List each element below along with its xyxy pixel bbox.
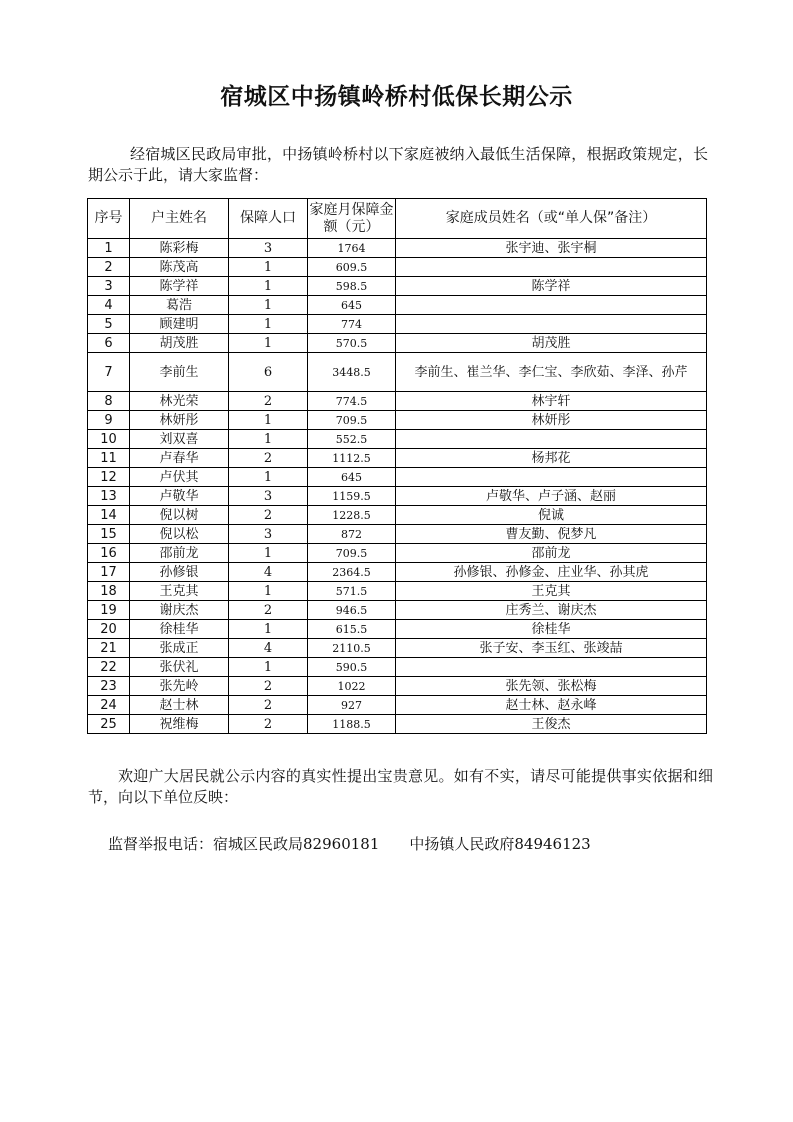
cell-covered-people: 3 xyxy=(229,525,308,544)
cell-householder: 王克其 xyxy=(130,582,229,601)
cell-family-members: 孙修银、孙修金、庄业华、孙其虎 xyxy=(396,563,707,582)
cell-index: 1 xyxy=(88,239,130,258)
cell-covered-people: 2 xyxy=(229,677,308,696)
cell-covered-people: 3 xyxy=(229,487,308,506)
cell-covered-people: 1 xyxy=(229,620,308,639)
table-row xyxy=(88,601,707,620)
cell-covered-people: 1 xyxy=(229,430,308,449)
cell-index: 4 xyxy=(88,296,130,315)
cell-index: 25 xyxy=(88,715,130,734)
cell-index: 2 xyxy=(88,258,130,277)
cell-householder: 卢敬华 xyxy=(130,487,229,506)
cell-householder: 林光荣 xyxy=(130,392,229,411)
cell-householder: 胡茂胜 xyxy=(130,334,229,353)
cell-monthly-amount: 645 xyxy=(308,296,396,315)
table-row xyxy=(88,411,707,430)
cell-family-members xyxy=(396,658,707,677)
cell-householder: 卢春华 xyxy=(130,449,229,468)
table-row xyxy=(88,582,707,601)
cell-covered-people: 2 xyxy=(229,506,308,525)
cell-family-members: 曹友勤、倪梦凡 xyxy=(396,525,707,544)
header-householder: 户主姓名 xyxy=(130,199,229,239)
cell-index: 5 xyxy=(88,315,130,334)
page-title: 宿城区中扬镇岭桥村低保长期公示 xyxy=(220,84,573,110)
cell-family-members: 李前生、崔兰华、李仁宝、李欣茹、李泽、孙芹 xyxy=(396,353,707,392)
cell-householder: 张成正 xyxy=(130,639,229,658)
contact-town-government: 中扬镇人民政府84946123 xyxy=(409,835,591,853)
cell-index: 3 xyxy=(88,277,130,296)
table-row xyxy=(88,506,707,525)
cell-monthly-amount: 1228.5 xyxy=(308,506,396,525)
table-row xyxy=(88,296,707,315)
cell-monthly-amount: 590.5 xyxy=(308,658,396,677)
cell-family-members: 王俊杰 xyxy=(396,715,707,734)
table-row xyxy=(88,353,707,392)
cell-index: 20 xyxy=(88,620,130,639)
cell-monthly-amount: 1112.5 xyxy=(308,449,396,468)
cell-covered-people: 2 xyxy=(229,715,308,734)
cell-monthly-amount: 927 xyxy=(308,696,396,715)
table-row xyxy=(88,696,707,715)
cell-monthly-amount: 1764 xyxy=(308,239,396,258)
cell-householder: 祝维梅 xyxy=(130,715,229,734)
cell-family-members: 张宇迪、张宇桐 xyxy=(396,239,707,258)
cell-monthly-amount: 598.5 xyxy=(308,277,396,296)
table-row xyxy=(88,544,707,563)
table-header-row xyxy=(88,199,707,239)
cell-index: 21 xyxy=(88,639,130,658)
cell-covered-people: 1 xyxy=(229,334,308,353)
cell-index: 19 xyxy=(88,601,130,620)
table-row xyxy=(88,658,707,677)
cell-index: 18 xyxy=(88,582,130,601)
cell-covered-people: 1 xyxy=(229,411,308,430)
cell-monthly-amount: 2110.5 xyxy=(308,639,396,658)
cell-covered-people: 2 xyxy=(229,449,308,468)
cell-index: 23 xyxy=(88,677,130,696)
table-row xyxy=(88,334,707,353)
table-row xyxy=(88,392,707,411)
cell-family-members: 林宇轩 xyxy=(396,392,707,411)
cell-index: 24 xyxy=(88,696,130,715)
cell-monthly-amount: 570.5 xyxy=(308,334,396,353)
cell-index: 6 xyxy=(88,334,130,353)
cell-covered-people: 2 xyxy=(229,696,308,715)
cell-monthly-amount: 3448.5 xyxy=(308,353,396,392)
cell-family-members: 王克其 xyxy=(396,582,707,601)
cell-index: 16 xyxy=(88,544,130,563)
cell-family-members: 徐桂华 xyxy=(396,620,707,639)
header-index: 序号 xyxy=(88,199,130,239)
cell-householder: 陈彩梅 xyxy=(130,239,229,258)
cell-family-members: 邵前龙 xyxy=(396,544,707,563)
contact-line xyxy=(108,833,591,854)
cell-householder: 张伏礼 xyxy=(130,658,229,677)
cell-monthly-amount: 709.5 xyxy=(308,411,396,430)
table-row xyxy=(88,563,707,582)
cell-covered-people: 4 xyxy=(229,639,308,658)
table-row xyxy=(88,677,707,696)
cell-monthly-amount: 615.5 xyxy=(308,620,396,639)
cell-monthly-amount: 609.5 xyxy=(308,258,396,277)
cell-index: 14 xyxy=(88,506,130,525)
cell-index: 15 xyxy=(88,525,130,544)
header-covered-people: 保障人口 xyxy=(229,199,308,239)
cell-covered-people: 2 xyxy=(229,392,308,411)
cell-covered-people: 4 xyxy=(229,563,308,582)
table-row xyxy=(88,430,707,449)
table-row xyxy=(88,487,707,506)
cell-family-members: 杨邦花 xyxy=(396,449,707,468)
header-monthly-amount: 家庭月保障金额（元） xyxy=(308,199,396,239)
table-row xyxy=(88,620,707,639)
cell-family-members: 张子安、李玉红、张竣喆 xyxy=(396,639,707,658)
cell-family-members: 胡茂胜 xyxy=(396,334,707,353)
cell-householder: 倪以松 xyxy=(130,525,229,544)
cell-family-members: 赵士林、赵永峰 xyxy=(396,696,707,715)
cell-householder: 赵士林 xyxy=(130,696,229,715)
cell-family-members xyxy=(396,430,707,449)
cell-family-members: 陈学祥 xyxy=(396,277,707,296)
cell-family-members: 张先领、张松梅 xyxy=(396,677,707,696)
table-row xyxy=(88,315,707,334)
cell-family-members xyxy=(396,315,707,334)
cell-householder: 顾建明 xyxy=(130,315,229,334)
cell-family-members: 庄秀兰、谢庆杰 xyxy=(396,601,707,620)
cell-householder: 陈茂高 xyxy=(130,258,229,277)
cell-monthly-amount: 1188.5 xyxy=(308,715,396,734)
cell-monthly-amount: 645 xyxy=(308,468,396,487)
table-row xyxy=(88,258,707,277)
cell-index: 7 xyxy=(88,353,130,392)
table-row xyxy=(88,239,707,258)
cell-covered-people: 1 xyxy=(229,544,308,563)
cell-monthly-amount: 872 xyxy=(308,525,396,544)
table-row xyxy=(88,449,707,468)
cell-index: 12 xyxy=(88,468,130,487)
cell-covered-people: 1 xyxy=(229,582,308,601)
cell-covered-people: 1 xyxy=(229,296,308,315)
cell-monthly-amount: 1022 xyxy=(308,677,396,696)
cell-monthly-amount: 1159.5 xyxy=(308,487,396,506)
subsidy-table xyxy=(87,198,707,734)
cell-householder: 卢伏其 xyxy=(130,468,229,487)
cell-householder: 徐桂华 xyxy=(130,620,229,639)
cell-monthly-amount: 709.5 xyxy=(308,544,396,563)
cell-covered-people: 1 xyxy=(229,658,308,677)
contact-label: 监督举报电话： xyxy=(108,835,214,853)
cell-covered-people: 1 xyxy=(229,277,308,296)
cell-index: 22 xyxy=(88,658,130,677)
cell-monthly-amount: 552.5 xyxy=(308,430,396,449)
contact-civil-affairs: 宿城区民政局82960181 xyxy=(213,835,380,853)
cell-householder: 林妍彤 xyxy=(130,411,229,430)
table-row xyxy=(88,715,707,734)
cell-householder: 陈学祥 xyxy=(130,277,229,296)
cell-monthly-amount: 946.5 xyxy=(308,601,396,620)
cell-householder: 孙修银 xyxy=(130,563,229,582)
cell-index: 11 xyxy=(88,449,130,468)
table-row xyxy=(88,277,707,296)
cell-covered-people: 1 xyxy=(229,258,308,277)
table-body xyxy=(88,239,707,734)
cell-family-members xyxy=(396,468,707,487)
intro-paragraph: 经宿城区民政局审批，中扬镇岭桥村以下家庭被纳入最低生活保障，根据政策规定，长期公示于此，请大家监督： xyxy=(88,145,708,184)
cell-index: 13 xyxy=(88,487,130,506)
table-row xyxy=(88,468,707,487)
cell-covered-people: 3 xyxy=(229,239,308,258)
cell-covered-people: 1 xyxy=(229,468,308,487)
cell-covered-people: 2 xyxy=(229,601,308,620)
cell-monthly-amount: 2364.5 xyxy=(308,563,396,582)
table-row xyxy=(88,639,707,658)
cell-householder: 葛浩 xyxy=(130,296,229,315)
cell-family-members xyxy=(396,258,707,277)
cell-monthly-amount: 774.5 xyxy=(308,392,396,411)
outro-paragraph: 欢迎广大居民就公示内容的真实性提出宝贵意见。如有不实，请尽可能提供事实依据和细节，向以下单位反映： xyxy=(88,767,713,806)
cell-householder: 邵前龙 xyxy=(130,544,229,563)
cell-householder: 刘双喜 xyxy=(130,430,229,449)
cell-family-members: 卢敬华、卢子涵、赵丽 xyxy=(396,487,707,506)
header-family-members: 家庭成员姓名（或“单人保”备注） xyxy=(396,199,707,239)
cell-family-members xyxy=(396,296,707,315)
cell-family-members: 倪诚 xyxy=(396,506,707,525)
cell-covered-people: 1 xyxy=(229,315,308,334)
cell-monthly-amount: 774 xyxy=(308,315,396,334)
cell-index: 17 xyxy=(88,563,130,582)
cell-family-members: 林妍彤 xyxy=(396,411,707,430)
cell-index: 9 xyxy=(88,411,130,430)
table-row xyxy=(88,525,707,544)
cell-householder: 倪以树 xyxy=(130,506,229,525)
cell-monthly-amount: 571.5 xyxy=(308,582,396,601)
cell-householder: 谢庆杰 xyxy=(130,601,229,620)
cell-index: 8 xyxy=(88,392,130,411)
cell-householder: 李前生 xyxy=(130,353,229,392)
cell-householder: 张先岭 xyxy=(130,677,229,696)
cell-index: 10 xyxy=(88,430,130,449)
cell-covered-people: 6 xyxy=(229,353,308,392)
